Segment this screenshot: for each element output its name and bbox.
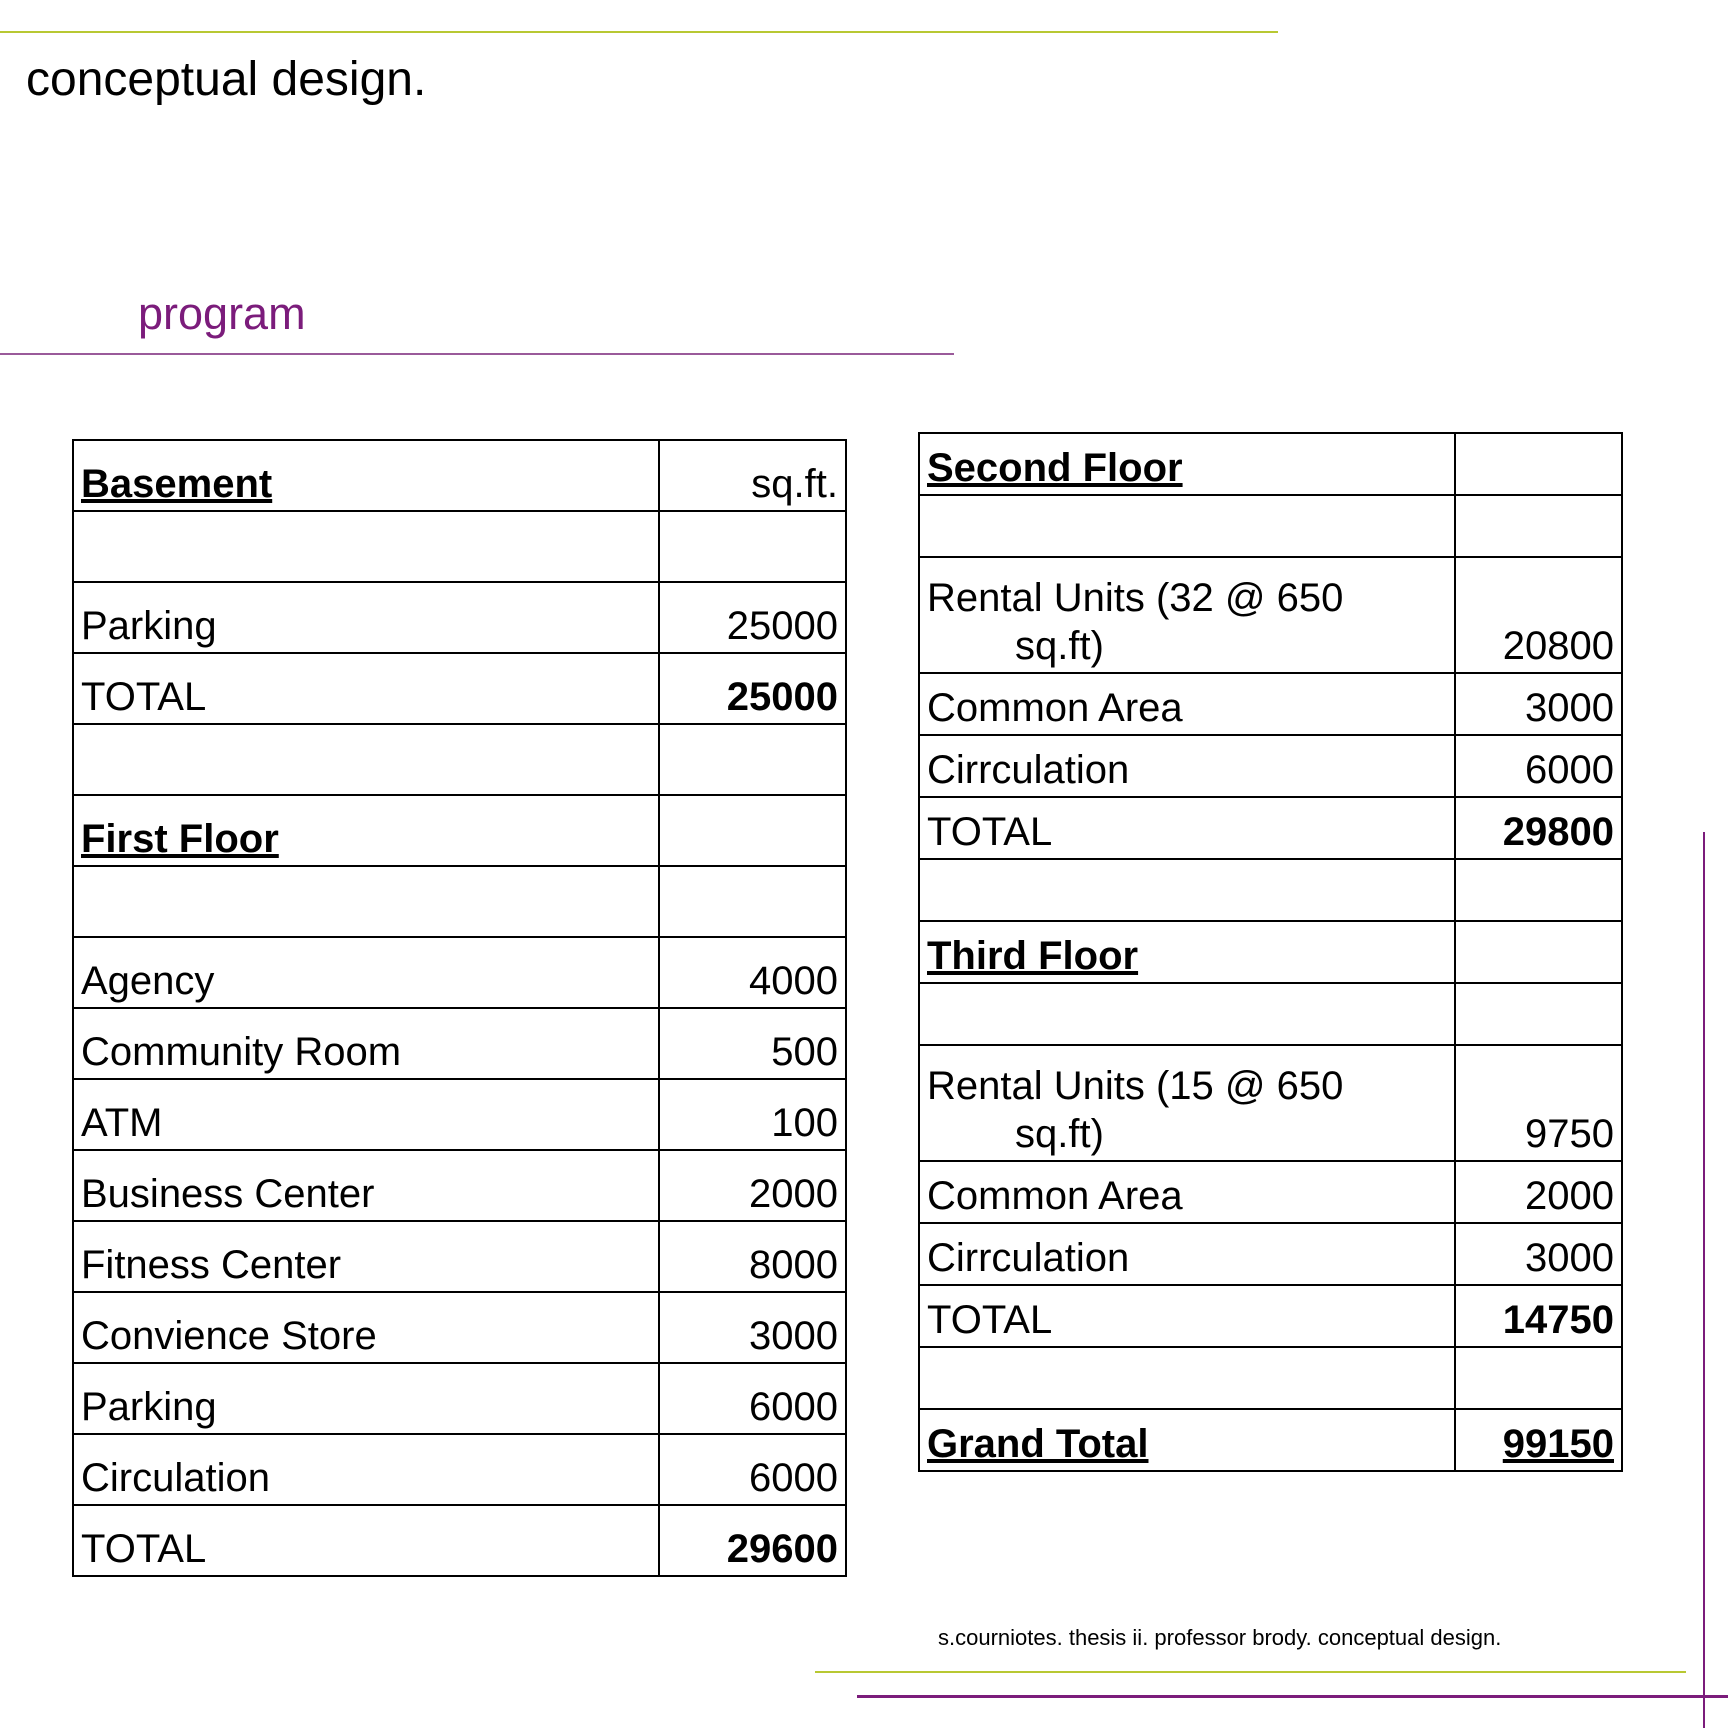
row-value: 3000 <box>659 1292 846 1363</box>
program-table-basement-first-floor <box>72 439 847 1577</box>
page-title: conceptual design. <box>26 53 427 106</box>
row-value: 8000 <box>659 1221 846 1292</box>
total-value: 25000 <box>659 653 846 724</box>
basement-heading: Basement <box>73 440 659 511</box>
table-row <box>73 724 846 795</box>
row-label <box>919 1045 1455 1161</box>
row-value: 3000 <box>1455 1223 1622 1285</box>
row-label: Parking <box>73 582 659 653</box>
grand-total-label: Grand Total <box>919 1409 1455 1471</box>
row-value: 3000 <box>1455 673 1622 735</box>
section-title: program <box>138 288 306 339</box>
table-row <box>73 937 846 1008</box>
total-value: 29800 <box>1455 797 1622 859</box>
row-label <box>919 557 1455 673</box>
row-value: 2000 <box>659 1150 846 1221</box>
table-row <box>73 582 846 653</box>
row-label: Agency <box>73 937 659 1008</box>
table-row <box>919 495 1622 557</box>
rental-line1: Rental Units (15 @ 650 <box>927 1064 1344 1108</box>
row-value: 25000 <box>659 582 846 653</box>
rental-line2: sq.ft) <box>1015 624 1104 668</box>
table-row <box>73 1008 846 1079</box>
right-purple-vertical-rule <box>1703 832 1705 1728</box>
row-label: Circulation <box>73 1434 659 1505</box>
table-row <box>919 735 1622 797</box>
bottom-purple-rule <box>857 1695 1728 1698</box>
row-value: 6000 <box>659 1363 846 1434</box>
table-row <box>73 1079 846 1150</box>
row-label: Fitness Center <box>73 1221 659 1292</box>
program-table-upper-floors <box>918 432 1623 1472</box>
row-value: 4000 <box>659 937 846 1008</box>
third-floor-heading: Third Floor <box>919 921 1455 983</box>
table-row <box>919 859 1622 921</box>
grand-total-value: 99150 <box>1455 1409 1622 1471</box>
row-label: Parking <box>73 1363 659 1434</box>
table-row <box>73 866 846 937</box>
table-row <box>919 1347 1622 1409</box>
row-label: Community Room <box>73 1008 659 1079</box>
row-label: Cirrculation <box>919 735 1455 797</box>
table-row <box>73 1292 846 1363</box>
table-row <box>73 1221 846 1292</box>
table-row <box>73 653 846 724</box>
table-row <box>919 557 1622 673</box>
row-label: Business Center <box>73 1150 659 1221</box>
row-value: 100 <box>659 1079 846 1150</box>
rental-line1: Rental Units (32 @ 650 <box>927 576 1344 620</box>
second-floor-heading: Second Floor <box>919 433 1455 495</box>
table-row <box>919 921 1622 983</box>
row-value: 9750 <box>1455 1045 1622 1161</box>
table-row <box>919 1409 1622 1471</box>
top-green-rule <box>0 31 1278 33</box>
row-label: Cirrculation <box>919 1223 1455 1285</box>
table-row <box>73 1363 846 1434</box>
total-label: TOTAL <box>919 797 1455 859</box>
row-value: 2000 <box>1455 1161 1622 1223</box>
table-row <box>73 1434 846 1505</box>
table-row <box>73 1150 846 1221</box>
table-row <box>919 433 1622 495</box>
row-label: Common Area <box>919 673 1455 735</box>
rental-line2: sq.ft) <box>1015 1112 1104 1156</box>
total-value: 29600 <box>659 1505 846 1576</box>
bottom-green-rule <box>815 1671 1686 1673</box>
row-value: 500 <box>659 1008 846 1079</box>
table-row <box>73 1505 846 1576</box>
table-row <box>73 440 846 511</box>
table-row <box>73 511 846 582</box>
footer-credit: s.courniotes. thesis ii. professor brody. conceptual design. <box>938 1625 1502 1650</box>
row-value: 6000 <box>659 1434 846 1505</box>
table-row <box>919 673 1622 735</box>
total-value: 14750 <box>1455 1285 1622 1347</box>
total-label: TOTAL <box>73 1505 659 1576</box>
row-value: 20800 <box>1455 557 1622 673</box>
table-row <box>919 1285 1622 1347</box>
total-label: TOTAL <box>919 1285 1455 1347</box>
row-value: 6000 <box>1455 735 1622 797</box>
row-label: Common Area <box>919 1161 1455 1223</box>
total-label: TOTAL <box>73 653 659 724</box>
table-row <box>919 1223 1622 1285</box>
table-row <box>919 1161 1622 1223</box>
first-floor-heading: First Floor <box>73 795 659 866</box>
section-purple-rule <box>0 353 954 355</box>
table-row <box>919 983 1622 1045</box>
table-row <box>919 797 1622 859</box>
table-row <box>919 1045 1622 1161</box>
unit-header: sq.ft. <box>659 440 846 511</box>
row-label: ATM <box>73 1079 659 1150</box>
table-row <box>73 795 846 866</box>
row-label: Convience Store <box>73 1292 659 1363</box>
